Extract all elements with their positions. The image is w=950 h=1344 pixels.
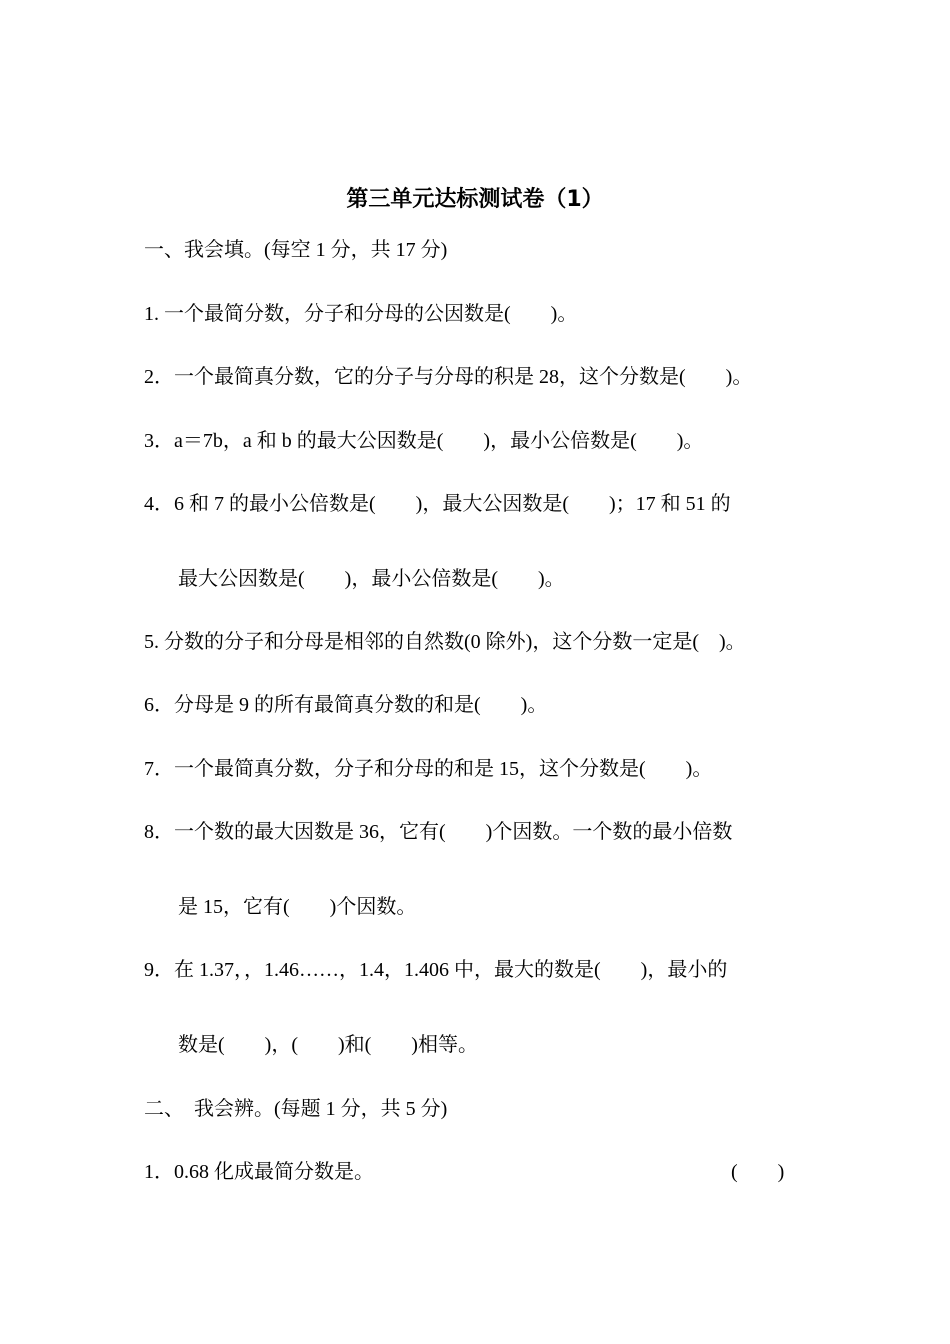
section2-heading: 二、 我会辨。(每题 1 分，共 5 分) [144,1098,448,1120]
question-1-4-line1: 4．6 和 7 的最小公倍数是( )，最大公因数是( )；17 和 51 的 [144,493,731,515]
question-1-5: 5. 分数的分子和分母是相邻的自然数(0 除外)，这个分数一定是( )。 [144,631,746,653]
question-1-8-line2: 是 15，它有( )个因数。 [178,896,417,918]
question-1-9-line1: 9．在 1.37，，1.46……，1.4，1.406 中，最大的数是( )，最小的 [144,959,728,981]
question-1-3: 3．a＝7b，a 和 b 的最大公因数是( )，最小公倍数是( )。 [144,430,704,452]
question-1-1: 1. 一个最简分数，分子和分母的公因数是( )。 [144,303,578,325]
question-1-2: 2．一个最简真分数，它的分子与分母的积是 28，这个分数是( )。 [144,366,753,388]
question-2-1-answer-blank: ( ) [731,1161,785,1183]
question-2-1: 1．0.68 化成最简分数是。 [144,1161,374,1183]
question-1-9-line2: 数是( )，( )和( )相等。 [178,1034,478,1056]
section1-heading: 一、我会填。(每空 1 分，共 17 分) [144,239,448,261]
question-1-4-line2: 最大公因数是( )，最小公倍数是( )。 [178,568,565,590]
question-1-6: 6．分母是 9 的所有最简真分数的和是( )。 [144,694,548,716]
question-1-8-line1: 8．一个数的最大因数是 36，它有( )个因数。一个数的最小倍数 [144,821,733,843]
question-1-7: 7．一个最简真分数，分子和分母的和是 15，这个分数是( )。 [144,758,713,780]
page-title: 第三单元达标测试卷（1） [346,187,604,212]
